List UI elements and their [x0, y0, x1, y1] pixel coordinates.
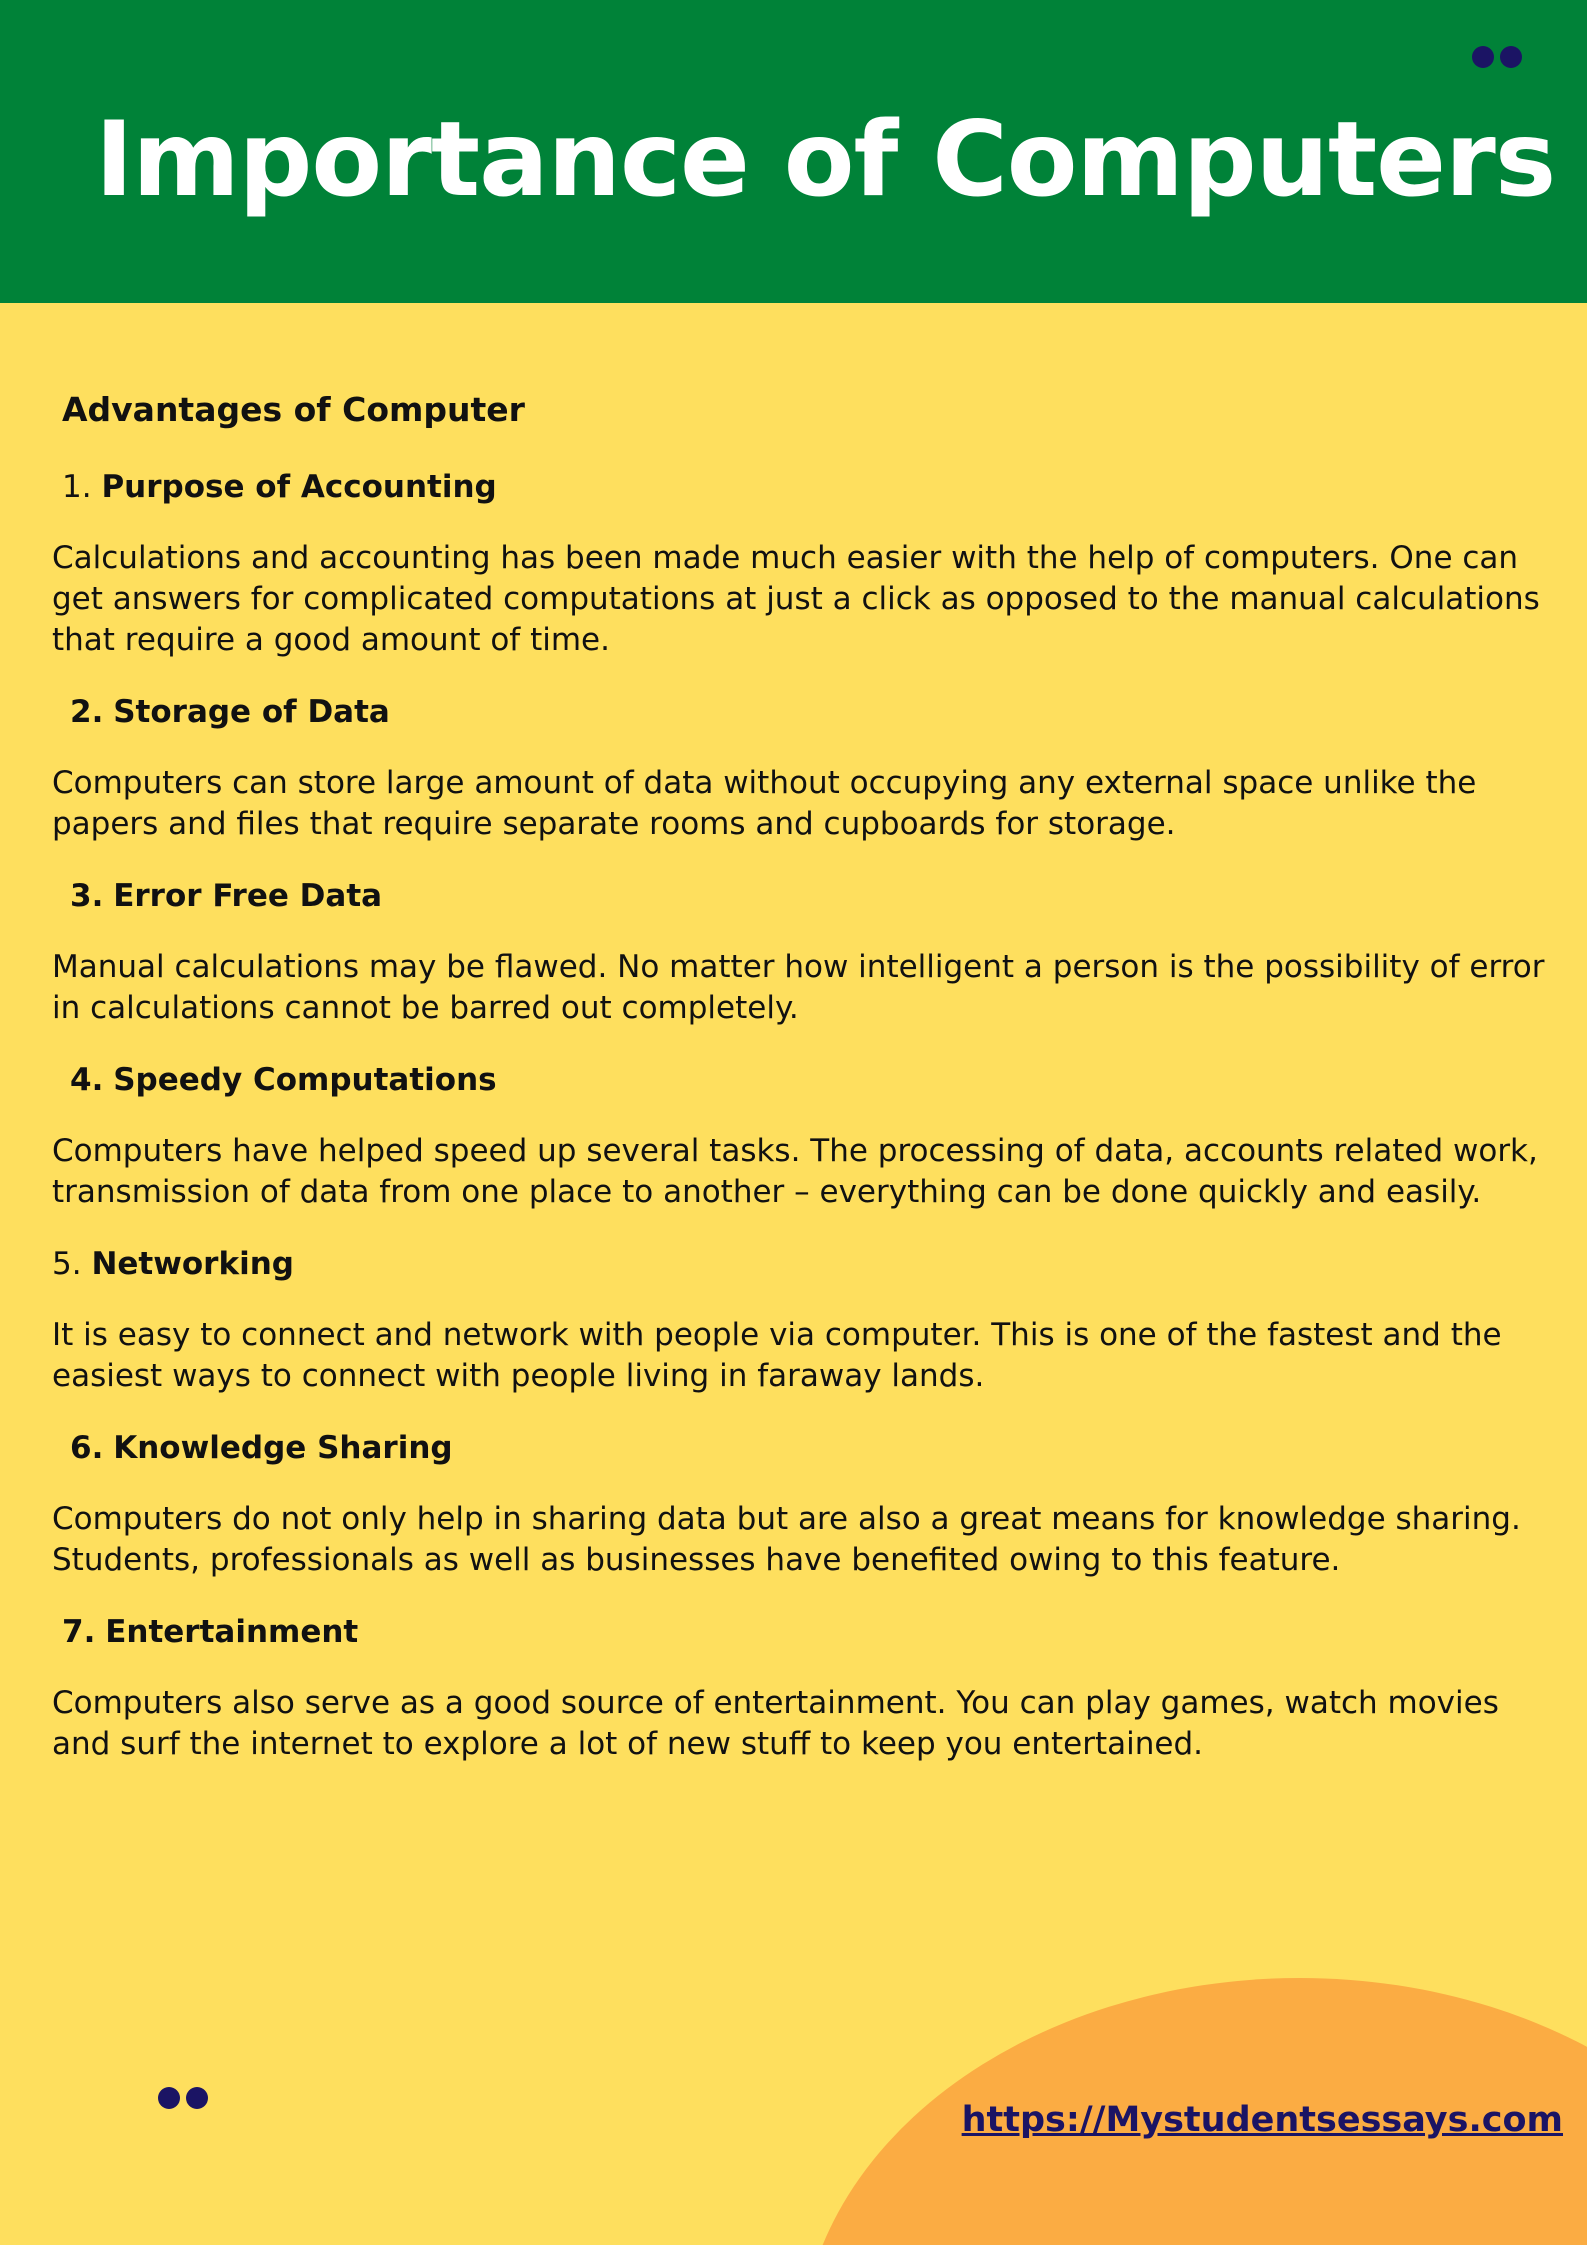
decorative-dots-top [1472, 46, 1522, 68]
item-heading-accounting [62, 464, 1552, 510]
item-heading-storage [70, 689, 1552, 735]
item-number: 3. [70, 878, 104, 914]
dot-icon [186, 2087, 208, 2109]
decorative-dots-bottom [158, 2087, 208, 2109]
item-number: 1. [62, 469, 92, 505]
item-heading-speedy [70, 1057, 1552, 1103]
item-body-speedy: Computers have helped speed up several tasks. The processing of data, accounts related work, transmission of data from one place to another – everything can be done quickly and easily. [52, 1133, 1538, 1210]
item-title: Entertainment [105, 1614, 359, 1650]
item-title: Purpose of Accounting [101, 469, 497, 505]
item-number: 2. [70, 694, 104, 730]
dot-icon [1500, 46, 1522, 68]
dot-icon [158, 2087, 180, 2109]
item-number: 4. [70, 1062, 104, 1098]
dot-icon [1472, 46, 1494, 68]
item-number: 6. [70, 1430, 104, 1466]
item-heading-error-free [70, 873, 1552, 919]
item-title: Knowledge Sharing [113, 1430, 453, 1466]
item-title: Error Free Data [113, 878, 383, 914]
page-title: Importance of Computers [95, 100, 1556, 220]
item-number: 5. [52, 1246, 82, 1282]
website-link[interactable]: https://Mystudentsessays.com [961, 2100, 1563, 2140]
item-title: Storage of Data [113, 694, 390, 730]
item-body-storage: Computers can store large amount of data without occupying any external space unlike the papers and files that require separate rooms and cupboards for storage. [52, 765, 1477, 842]
item-title: Speedy Computations [113, 1062, 497, 1098]
item-heading-knowledge [70, 1425, 1552, 1471]
item-heading-entertainment [62, 1609, 1552, 1655]
item-title: Networking [91, 1246, 294, 1282]
item-body-knowledge: Computers do not only help in sharing data but are also a great means for knowledge sharing. Students, professionals as well as businesses have benefited owing to this feature. [52, 1501, 1521, 1578]
essay-content [52, 384, 1552, 1765]
item-number: 7. [62, 1614, 96, 1650]
item-heading-networking [52, 1241, 1552, 1287]
item-body-entertainment: Computers also serve as a good source of entertainment. You can play games, watch movies and surf the internet to explore a lot of new stuff to keep you entertained. [52, 1685, 1499, 1762]
item-body-error-free: Manual calculations may be flawed. No matter how intelligent a person is the possibility of error in calculations cannot be barred out completely. [52, 949, 1545, 1026]
header-banner [0, 0, 1587, 303]
section-title: Advantages of Computer [62, 390, 525, 429]
item-body-accounting: Calculations and accounting has been made much easier with the help of computers. One can get answers for complicated computations at just a click as opposed to the manual calculations that require a good amount of time. [52, 540, 1540, 658]
item-body-networking: It is easy to connect and network with people via computer. This is one of the fastest and the easiest ways to connect with people living in faraway lands. [52, 1317, 1502, 1394]
